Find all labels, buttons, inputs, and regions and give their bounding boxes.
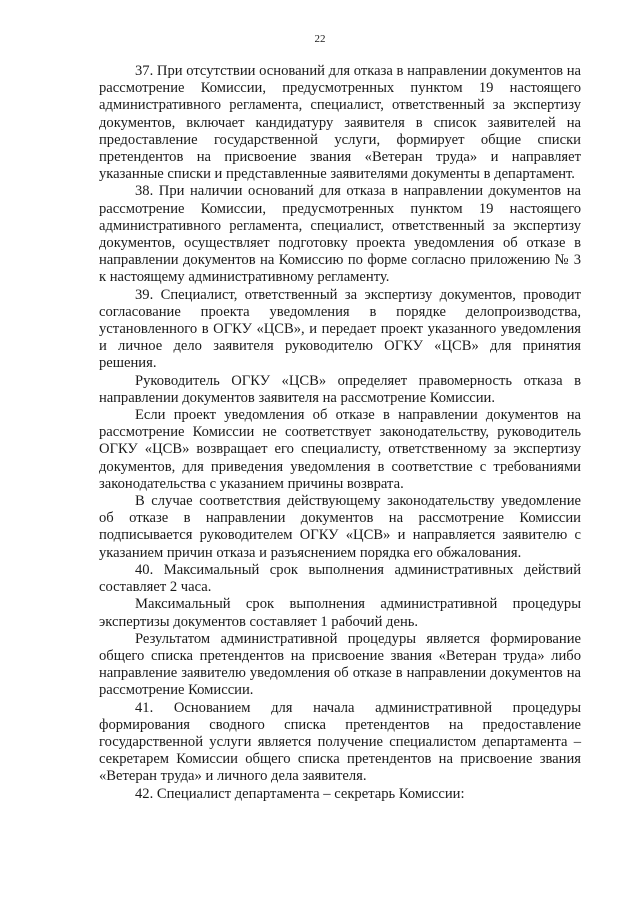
paragraph-40: 40. Максимальный срок выполнения административных действий составляет 2 часа. [99,561,581,596]
paragraph-38: 38. При наличии оснований для отказа в направлении документов на рассмотрение Комиссии, предусмотренных пунктом 19 настоящего административного регламента, специалист, ответственный за экспертизу документов, осуществляет подготовку проекта уведомления об отказе в направлении документов на Комиссию по форме согласно приложению № 3 к настоящему административному регламенту. [99,183,581,286]
paragraph-head-review: Руководитель ОГКУ «ЦСВ» определяет правомерность отказа в направлении документов заявителя на рассмотрение Комиссии. [99,372,581,406]
paragraph-42: 42. Специалист департамента – секретарь Комиссии: [135,785,465,802]
paragraph-return-case: Если проект уведомления об отказе в направлении документов на рассмотрение Комиссии не соответствует законодательству, руководитель ОГКУ «ЦСВ» возвращает его специалисту, ответственному за экспертизу документов, для приведения уведомления в соответствие с требованиями законодательства с указанием причины возврата. [99,407,581,492]
paragraph-result: Результатом административной процедуры является формирование общего списка претендентов на присвоение звания «Ветеран труда» либо направление заявителю уведомления об отказе в направлении документов на рассмотрение Комиссии. [99,630,581,699]
page-number: 22 [314,33,326,45]
paragraph-signing-case: В случае соответствия действующему законодательству уведомление об отказе в направлении документов на рассмотрение Комиссии подписывается руководителем ОГКУ «ЦСВ» и направляется заявителю с указанием причин отказа и разъяснением порядка его обжалования. [99,493,581,561]
document-body [99,63,581,803]
paragraph-39: 39. Специалист, ответственный за экспертизу документов, проводит согласование проекта уведомления в порядке делопроизводства, установленного в ОГКУ «ЦСВ», и передает проект указанного уведомления и личное дело заявителя руководителю ОГКУ «ЦСВ» для принятия решения. [99,286,581,372]
paragraph-37: 37. При отсутствии оснований для отказа в направлении документов на рассмотрение Комиссии, предусмотренных пунктом 19 настоящего административного регламента, специалист, ответственный за экспертизу документов, включает кандидатуру заявителя в список заявителей на предоставление государственной услуги, формирует общие списки претендентов на присвоение звания «Ветеран труда» и направляет указанные списки и представленные заявителями документы в департамент. [99,63,581,183]
paragraph-max-term: Максимальный срок выполнения административной процедуры экспертизы документов составляет 1 рабочий день. [99,596,581,630]
paragraph-41: 41. Основанием для начала административной процедуры формирования сводного списка претендентов на предоставление государственной услуги является получение специалистом департамента – секретарем Комиссии общего списка претендентов на присвоение звания «Ветеран труда» и личного дела заявителя. [99,699,581,785]
